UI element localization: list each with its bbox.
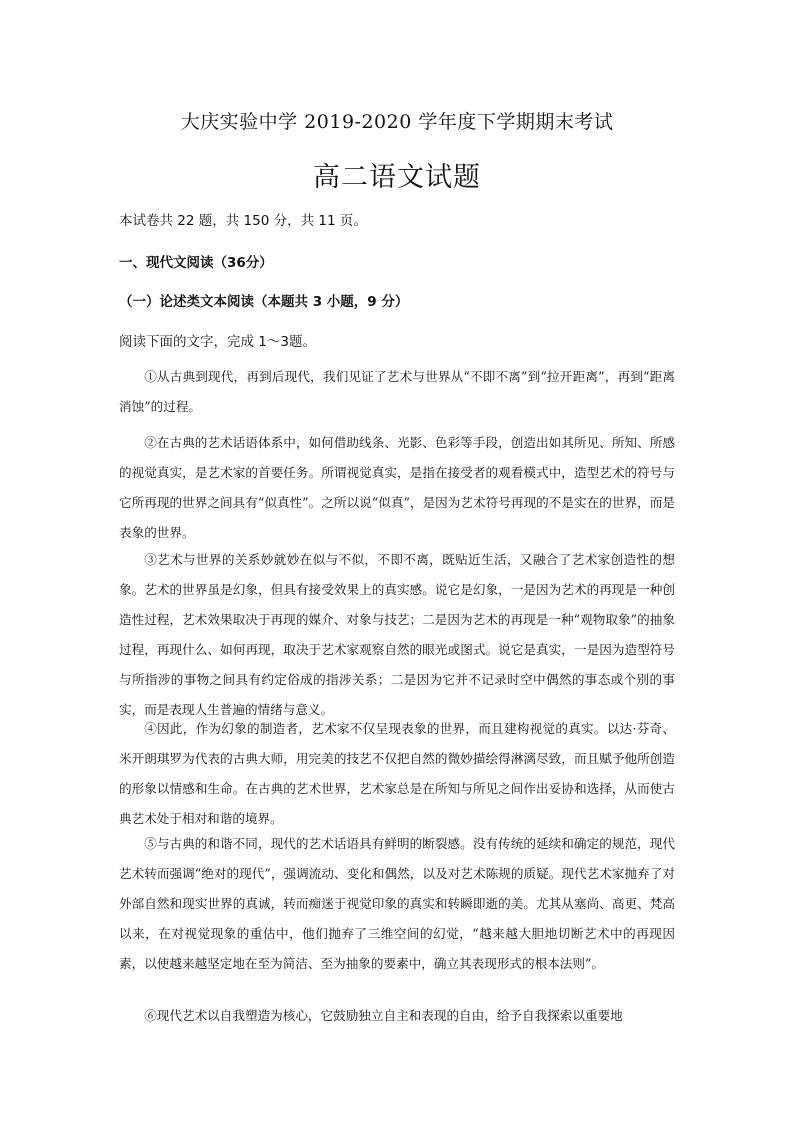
paragraph-3: ③艺术与世界的关系妙就妙在似与不似，不即不离，既贴近生活，又融合了艺术家创造性的想象。艺术的世界虽是幻象，但具有接受效果上的真实感。说它是幻象，一是因为艺术的再现是一种创造性过程，艺术效果取决于再现的媒介、对象与技艺；二是因为艺术的再现是一种“观物取象”的抽象过程，再现什么、如何再现，取决于艺术家观察自然的眼光或图式。说它是真实，一是因为造型符号与所指涉的事物之间具有约定俗成的指涉关系；二是因为它并不记录时空中偶然的事态或个别的事实，而是表现人生普遍的情绪与意义。	[119, 552, 675, 717]
section-heading: 一、现代文阅读（36分）	[119, 255, 273, 271]
paragraph-2: ②在古典的艺术话语体系中，如何借助线条、光影、色彩等手段，创造出如其所见、所知、所感的视觉真实，是艺术家的首要任务。所谓视觉真实，是指在接受者的观看模式中，造型艺术的符号与它所再现的世界之间具有“似真性”。之所以说“似真”，是因为艺术符号再现的不是实在的世界，而是表象的世界。	[119, 435, 675, 540]
subsection-heading: （一）论述类文本阅读（本题共 3 小题，9 分）	[119, 294, 409, 310]
paragraph-5: ⑤与古典的和谐不同，现代的艺术话语具有鲜明的断裂感。没有传统的延续和确定的规范，现代艺术转而强调“绝对的现代”，强调流动、变化和偶然，以及对艺术陈规的质疑。现代艺术家抛弃了对外部自然和现实世界的真诚，转而痴迷于视觉印象的真实和转瞬即逝的美。尤其从塞尚、高更、梵高以来，在对视觉现象的重估中，他们抛弃了三维空间的幻觉，“越来越大胆地切断艺术中的再现因素，以使越来越坚定地在至为简洁、至为抽象的要素中，确立其表现形式的根本法则”。	[119, 836, 675, 971]
exam-info: 本试卷共 22 题，共 150 分，共 11 页。	[119, 213, 367, 229]
exam-title: 大庆实验中学 2019-2020 学年度下学期期末考试	[180, 111, 614, 133]
paragraph-4: ④因此，作为幻象的制造者，艺术家不仅呈现表象的世界，而且建构视觉的真实。以达·芬奇、米开朗琪罗为代表的古典大师，用完美的技艺不仅把自然的微妙描绘得淋漓尽致，而且赋予他所创造的形象以情感和生命。在古典的艺术世界，艺术家总是在所知与所见之间作出妥协和选择，从而使古典艺术处于相对和谐的境界。	[119, 721, 675, 826]
paragraph-1: ①从古典到现代，再到后现代，我们见证了艺术与世界从“不即不离”到“拉开距离”，再到“距离消蚀”的过程。	[119, 369, 675, 414]
paragraph-6: ⑥现代艺术以自我塑造为核心，它鼓励独立自主和表现的自由，给予自我探索以重要地	[144, 1008, 623, 1023]
exam-subtitle: 高二语文试题	[313, 162, 481, 193]
reading-instruction: 阅读下面的文字，完成 1～3题。	[119, 334, 316, 350]
